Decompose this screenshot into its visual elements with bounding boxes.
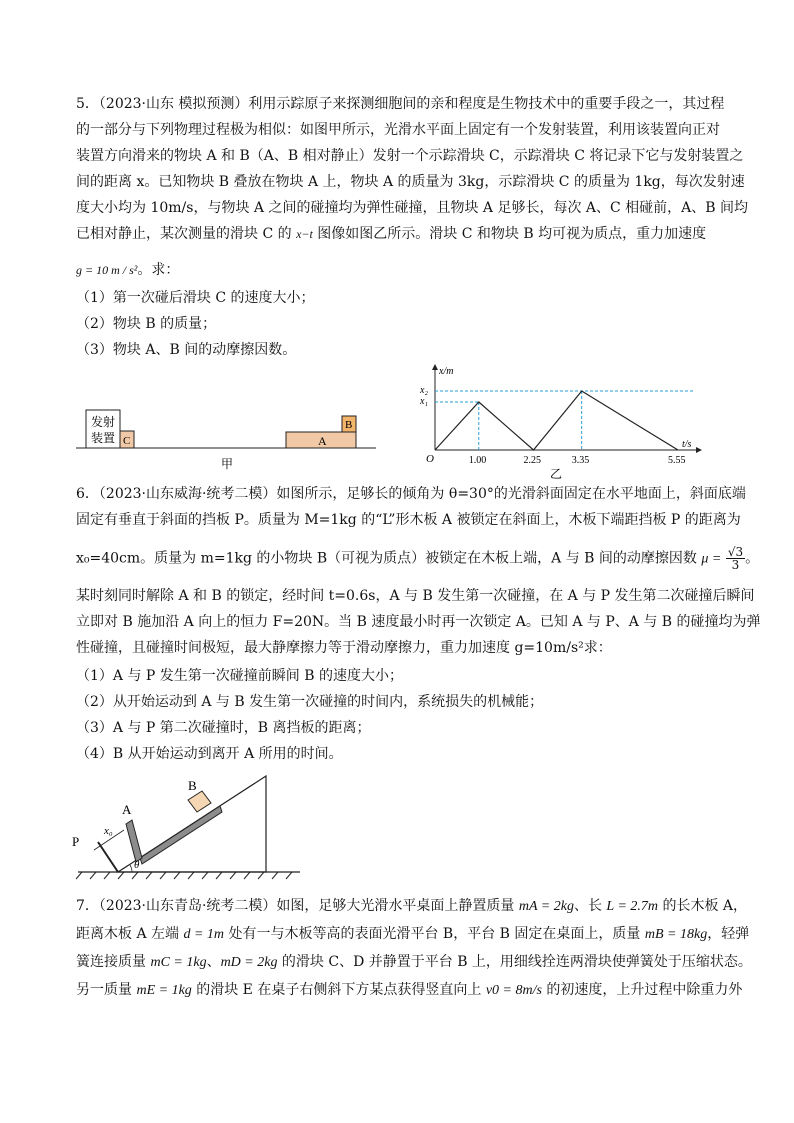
q5-sub-3: （3）物块 A、B 间的动摩擦因数。 xyxy=(76,342,297,358)
q5-line-2: 的一部分与下列物理过程极为相似：如图甲所示，光滑水平面上固定有一个发射装置，利用该装置向正对 xyxy=(76,122,720,138)
q6-sub-4: （4）B 从开始运动到离开 A 所用的时间。 xyxy=(76,746,343,762)
q6-line-3 xyxy=(76,546,759,571)
q5-sub-2: （2）物块 B 的质量； xyxy=(76,316,217,332)
block-b xyxy=(188,791,211,812)
ground-hatching xyxy=(76,872,292,879)
q5-line-6 xyxy=(76,226,706,242)
q6-mu-fraction xyxy=(726,546,745,571)
q6-line-2: 固定有垂直于斜面的挡板 P。质量为 M=1kg 的“L”形木板 A 被锁定在斜面上，木板下端距挡板 P 的距离为 xyxy=(76,512,741,528)
q6-line-6: 性碰撞，且碰撞时间极短，最大静摩擦力等于滑动摩擦力，重力加速度 g=10m/s²求： xyxy=(76,640,612,656)
figure-jia-caption: 甲 xyxy=(221,457,234,471)
q6-line-4: 某时刻同时解除 A 和 B 的锁定，经时间 t=0.6s，A 与 B 发生第一次碰撞，在 A 与 P 发生第二次碰撞后瞬间 xyxy=(76,588,755,604)
x-axis-label: t/s xyxy=(682,439,692,450)
incline-figure xyxy=(70,772,310,884)
theta-label: θ xyxy=(134,859,140,871)
q7-line-3-sep: 、 xyxy=(206,954,221,970)
q7-line-1 xyxy=(76,898,747,915)
device-label-1: 发射 xyxy=(91,415,116,429)
q7-line-1-end: 的长木板 A， xyxy=(662,898,748,914)
q7-mass-c: mC = 1kg xyxy=(150,955,207,970)
q5-line-1: 5．（2023·山东 模拟预测）利用示踪原子来探测细胞间的亲和程度是生物技术中的重要手段之一，其过程 xyxy=(76,96,725,112)
q5-xt-expr: x−t xyxy=(296,227,313,241)
q5-ask: 。求： xyxy=(137,262,180,278)
q7-mass-d: mD = 2kg xyxy=(220,955,278,970)
baffle-p xyxy=(98,842,118,872)
q6-sub-3: （3）A 与 P 第二次碰撞时，B 离挡板的距离； xyxy=(76,720,371,736)
q5-sub-1: （1）第一次碰后滑块 C 的速度大小； xyxy=(76,290,315,306)
q7-line-2-mid: 处有一与木板等高的表面光滑平台 B，平台 B 固定在桌面上，质量 xyxy=(228,926,641,942)
q7-mass-a: mA = 2kg xyxy=(518,899,574,914)
device-label-2: 装置 xyxy=(91,431,116,445)
x-tick-5.55: 5.55 xyxy=(668,455,686,466)
baffle-p-label: P xyxy=(72,834,80,849)
q6-line-3-end: 。 xyxy=(745,550,760,567)
y-axis-arrow xyxy=(432,364,438,370)
theta-arc xyxy=(130,865,132,872)
y-axis-label: x/m xyxy=(439,366,454,377)
q7-line-3-start: 簧连接质量 xyxy=(76,954,146,970)
q7-line-4 xyxy=(76,982,742,999)
q7-line-4-mid: 的滑块 E 在桌子右侧斜下方某点获得竖直向上 xyxy=(196,982,482,998)
q6-mu-denominator: 3 xyxy=(731,558,740,572)
q7-mass-e: mE = 1kg xyxy=(136,983,192,998)
x-tick-1.00: 1.00 xyxy=(468,455,487,466)
q7-line-2-start: 距离木板 A 左端 xyxy=(76,926,180,942)
q5-line-3: 装置方向滑来的物块 A 和 B（A、B 相对静止）发射一个示踪滑块 C，示踪滑块 C 将记录下它与发射装置之 xyxy=(76,148,744,164)
q6-line-1: 6．（2023·山东威海·统考二模）如图所示，足够长的倾角为 θ=30°的光滑斜面固定在水平地面上，斜面底端 xyxy=(76,486,746,502)
q5-line-7 xyxy=(76,262,179,278)
figure-yi-chart xyxy=(410,362,710,482)
board-a-label: A xyxy=(122,802,132,817)
q7-mass-b: mB = 18kg xyxy=(644,927,708,942)
q7-initial-velocity: v0 = 8m/s xyxy=(485,983,542,998)
q6-mu: μ = xyxy=(701,551,722,567)
block-b-label: B xyxy=(188,778,197,793)
q6-line-3-text: x₀=40cm。质量为 m=1kg 的小物块 B（可视为质点）被锁定在木板上端，A 与 B 间的动摩擦因数 xyxy=(76,550,697,567)
q7-distance-d: d = 1m xyxy=(183,927,225,942)
q7-line-1-start: 7．（2023·山东青岛·统考二模）如图，足够大光滑水平桌面上静置质量 xyxy=(76,898,515,914)
q6-sub-2: （2）从开始运动到 A 与 B 发生第一次碰撞的时间内，系统损失的机械能； xyxy=(76,694,544,710)
x-tick-3.35: 3.35 xyxy=(571,455,590,466)
q7-line-3-end: 的滑块 C、D 并静置于平台 B 上，用细线拴连两滑块使弹簧处于压缩状态。 xyxy=(281,954,752,970)
block-b-label: B xyxy=(345,419,353,431)
origin-label: O xyxy=(426,453,434,465)
figure-jia xyxy=(76,400,396,475)
slider-c-label: C xyxy=(123,435,131,447)
board-a-foot xyxy=(126,820,142,862)
q5-line-5: 度大小均为 10m/s，与物块 A 之间的碰撞均为弹性碰撞，且物块 A 足够长，每次 A、C 相碰前，A、B 间均 xyxy=(76,200,749,216)
x-tick-2.25: 2.25 xyxy=(523,455,541,466)
x-axis-arrow xyxy=(696,447,702,453)
q7-line-4-start: 另一质量 xyxy=(76,982,132,998)
q7-line-4-end: 的初速度，上升过程中除重力外 xyxy=(546,982,743,998)
q7-line-2 xyxy=(76,926,749,943)
xt-series-line xyxy=(435,391,678,450)
block-a-label: A xyxy=(318,434,327,448)
y-tick-x1: x₁ xyxy=(420,396,428,407)
q6-mu-numerator: √3 xyxy=(727,545,744,559)
q5-line-6-start: 已相对静止，某次测量的滑块 C 的 xyxy=(76,226,292,242)
q7-line-2-end: ，轻弹 xyxy=(707,926,750,942)
q5-g-expr: g = 10 m / s² xyxy=(76,263,138,277)
y-tick-x2: x₂ xyxy=(420,385,428,396)
q7-line-1-mid: 、长 xyxy=(573,898,602,914)
board-a xyxy=(140,806,222,864)
figure-yi-caption: 乙 xyxy=(550,467,563,481)
q6-line-5: 立即对 B 施加沿 A 向上的恒力 F=20N。当 B 速度最小时再一次锁定 A。已知 A 与 P、A 与 B 的碰撞均为弹 xyxy=(76,614,761,630)
q5-line-6-end: 图像如图乙所示。滑块 C 和物块 B 均可视为质点，重力加速度 xyxy=(317,226,707,242)
x0-label: x₀ xyxy=(104,825,113,837)
q7-length-l: L = 2.7m xyxy=(606,899,659,914)
q7-line-3 xyxy=(76,954,752,971)
q6-sub-1: （1）A 与 P 发生第一次碰撞前瞬间 B 的速度大小； xyxy=(76,668,403,684)
q5-line-4: 间的距离 x。已知物块 B 叠放在物块 A 上，物块 A 的质量为 3kg，示踪滑块 C 的质量为 1kg，每次发射速 xyxy=(76,174,745,190)
